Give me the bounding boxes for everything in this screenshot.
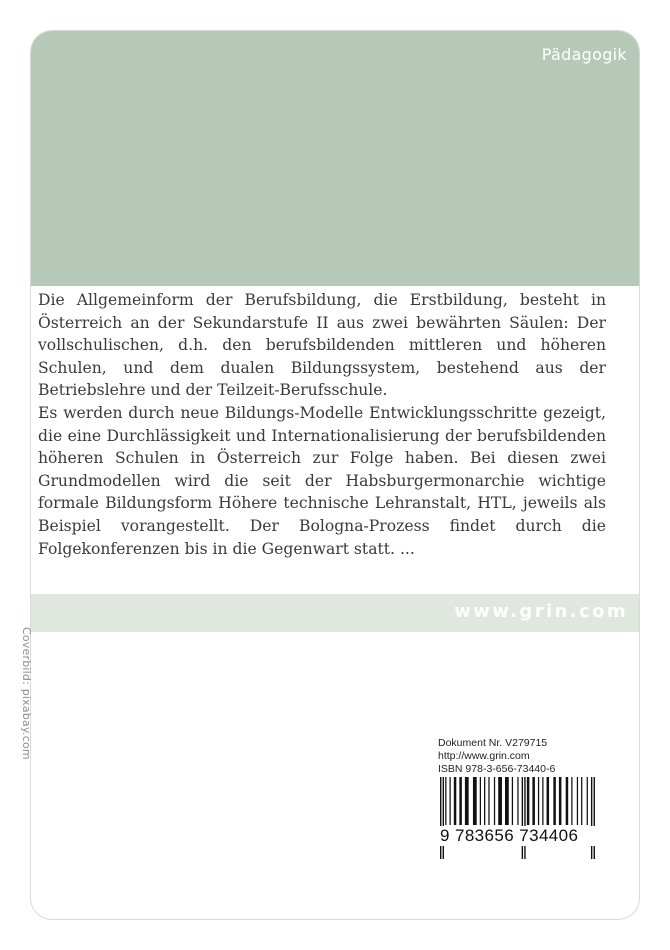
barcode-bar <box>553 777 556 825</box>
barcode-bar <box>488 777 489 825</box>
barcode-bar <box>524 777 525 859</box>
blurb-paragraph-1: Die Allgemeinform der Berufsbildung, die Erstbildung, besteht in Österreich an der Sekundarstufe II aus zwei bewährten Säulen: Der vollschulischen, d.h. den berufsbildenden mittleren und höheren Schulen, und dem dualen Bildungssystem, bestehend aus der Betriebslehre und der Teilzeit-Berufsschule. <box>38 291 606 400</box>
barcode-bar <box>484 777 485 825</box>
barcode-bar <box>517 777 518 825</box>
barcode-bar <box>450 777 451 825</box>
barcode-digits: 9 783656 734406 <box>440 826 602 846</box>
barcode-bar <box>587 777 588 825</box>
barcode-bar <box>473 777 477 825</box>
barcode-bar <box>591 777 592 859</box>
barcode-bar <box>512 777 513 825</box>
barcode-bar <box>571 777 572 825</box>
isbn-number: ISBN 978-3-656-73440-6 <box>438 763 556 775</box>
publisher-url: www.grin.com <box>454 601 628 622</box>
barcode-bar <box>494 777 495 825</box>
barcode-bar <box>538 777 539 825</box>
document-info <box>438 737 555 776</box>
barcode-bar <box>459 777 462 825</box>
barcode-bar <box>454 777 457 825</box>
barcode-bar <box>445 777 446 825</box>
barcode-bar <box>480 777 481 825</box>
barcode-bar <box>465 777 469 825</box>
isbn-barcode <box>438 777 602 859</box>
barcode-graphic <box>438 777 602 859</box>
barcode-bar <box>547 777 550 825</box>
barcode-bar <box>527 777 530 825</box>
barcode-bar <box>542 777 543 825</box>
cover-credit: Coverbild: pixabay.com <box>20 627 33 760</box>
barcode-bar <box>532 777 535 825</box>
barcode-bar <box>522 777 523 859</box>
barcode-bar <box>443 777 444 859</box>
barcode-bar <box>559 777 562 825</box>
barcode-bar <box>577 777 578 825</box>
blurb-paragraph-2: Es werden durch neue Bildungs-Modelle Entwicklungsschritte gezeigt, die eine Durchlässigkeit und Internationalisierung der berufsbildenden höheren Schulen in Österreich zur Folge haben. Bei diesen zwei Grundmodellen wird die seit der Habsburgermonarchie wichtige formale Bildungsform Höhere technische Lehranstalt, HTL, jeweils als Beispiel vorangestellt. Der Bologna-Prozess findet durch die Folgekonferenzen bis in die Gegenwart statt. ... <box>38 403 606 558</box>
barcode-bar <box>440 777 441 859</box>
blurb-text <box>38 289 606 560</box>
barcode-bar <box>505 777 509 825</box>
barcode-bar <box>581 777 582 825</box>
cover-top-panel <box>31 31 640 286</box>
barcode-bar <box>498 777 502 825</box>
barcode-bar <box>594 777 595 859</box>
category-label: Pädagogik <box>541 45 627 64</box>
publisher-band <box>31 594 640 632</box>
barcode-bar <box>566 777 569 825</box>
document-website: http://www.grin.com <box>438 750 530 762</box>
document-number: Dokument Nr. V279715 <box>438 737 548 749</box>
